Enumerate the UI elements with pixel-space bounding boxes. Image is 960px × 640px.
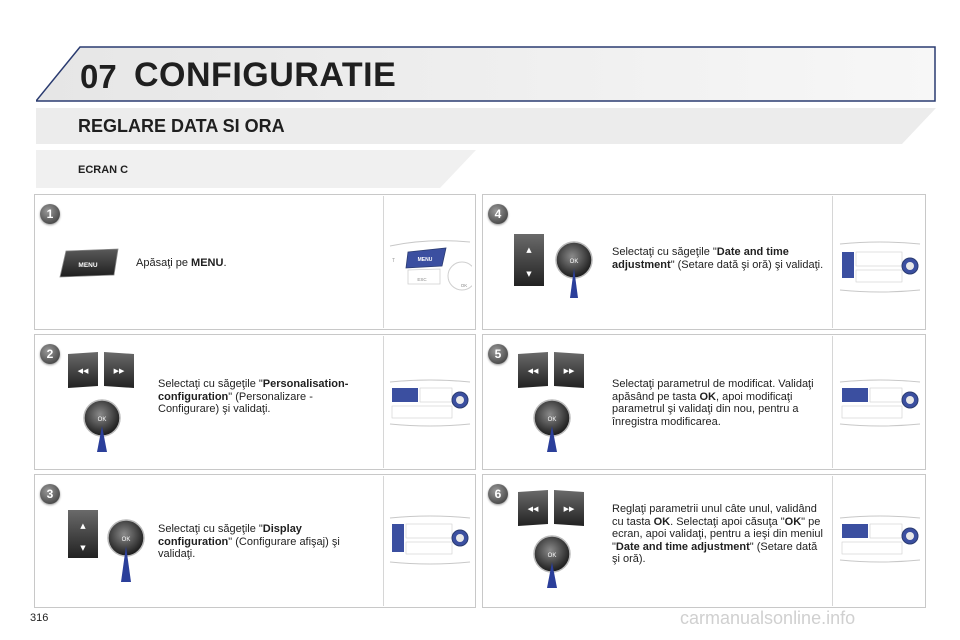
- ok-label: OK: [547, 553, 557, 559]
- step-1-divider: [383, 196, 384, 328]
- step-4-divider: [832, 196, 833, 328]
- seek-buttons-ok-knob-icon: [64, 350, 142, 454]
- svg-text:▼: ▼: [526, 270, 532, 278]
- seek-buttons-ok-knob-icon: [514, 488, 592, 592]
- step-6-divider: [832, 476, 833, 606]
- svg-text:T: T: [392, 258, 396, 264]
- step-5-text: Selectaţi parametrul de modificat. Validaţi apăsând pe tasta OK, apoi modificaţi parametrul şi validaţi din nou, pentru a înregistra modificarea.: [612, 378, 814, 428]
- radio-panel-icon: [838, 378, 922, 428]
- ok-label: OK: [569, 259, 579, 265]
- watermark: carmanualsonline.info: [680, 608, 856, 628]
- arrow-buttons-ok-knob-icon: [66, 508, 148, 584]
- section-title: REGLARE DATA SI ORA: [78, 116, 285, 136]
- chapter-number: 07: [80, 58, 117, 95]
- step-number-badge: 6: [488, 484, 508, 504]
- chapter-title: CONFIGURATIE: [134, 56, 397, 94]
- page-number: 316: [30, 612, 49, 624]
- step-4-text: Selectaţi cu săgeţile "Date and time adjustment" (Setare dată şi oră) şi validaţi.: [612, 246, 824, 271]
- panel-ok-label: OK: [460, 283, 468, 288]
- radio-panel-icon: [388, 514, 472, 566]
- arrow-buttons-ok-knob-icon: [512, 232, 594, 300]
- radio-panel-icon: [838, 514, 922, 564]
- svg-text:◀◀: ◀◀: [77, 367, 89, 375]
- ok-label: OK: [547, 417, 557, 423]
- step-3-text: Selectaţi cu săgeţile "Display configuration" (Configurare afişaj) şi validaţi.: [158, 523, 340, 560]
- svg-text:▶▶: ▶▶: [563, 505, 575, 513]
- menu-button-label: MENU: [78, 262, 98, 269]
- radio-panel-menu-icon: [388, 236, 472, 296]
- step-2-divider: [383, 336, 384, 468]
- radio-panel-icon: [388, 378, 472, 428]
- svg-text:▶▶: ▶▶: [113, 367, 125, 375]
- step-2-text: Selectaţi cu săgeţile "Personalisation-configuration" (Personalizare - Configurare) şi validaţi.: [158, 378, 349, 415]
- step-number-badge: 1: [40, 204, 60, 224]
- screen-label: ECRAN C: [78, 164, 129, 176]
- svg-text:▶▶: ▶▶: [563, 367, 575, 375]
- step-number-badge: 5: [488, 344, 508, 364]
- panel-menu-label: MENU: [417, 257, 433, 263]
- ok-label: OK: [121, 537, 131, 543]
- step-number-badge: 3: [40, 484, 60, 504]
- svg-text:◀◀: ◀◀: [527, 367, 539, 375]
- menu-button-icon: [58, 248, 120, 278]
- radio-panel-icon: [838, 240, 922, 294]
- step-number-badge: 4: [488, 204, 508, 224]
- svg-text:◀◀: ◀◀: [527, 505, 539, 513]
- svg-text:▲: ▲: [526, 246, 532, 254]
- step-3-divider: [383, 476, 384, 606]
- step-6-text: Reglaţi parametrii unul câte unul, validând cu tasta OK. Selectaţi apoi căsuţa "OK" pe ecran, apoi validaţi, pentru a ieşi din meniul "Date and time adjustment" (Setare dată şi oră).: [612, 503, 823, 565]
- seek-buttons-ok-knob-icon: [514, 350, 592, 454]
- panel-esc-label: ESC: [417, 277, 427, 282]
- step-5-divider: [832, 336, 833, 468]
- svg-text:▼: ▼: [80, 544, 86, 552]
- svg-text:▲: ▲: [80, 522, 86, 530]
- ok-label: OK: [97, 417, 107, 423]
- step-number-badge: 2: [40, 344, 60, 364]
- step-1-text: Apăsaţi pe MENU.: [136, 257, 227, 269]
